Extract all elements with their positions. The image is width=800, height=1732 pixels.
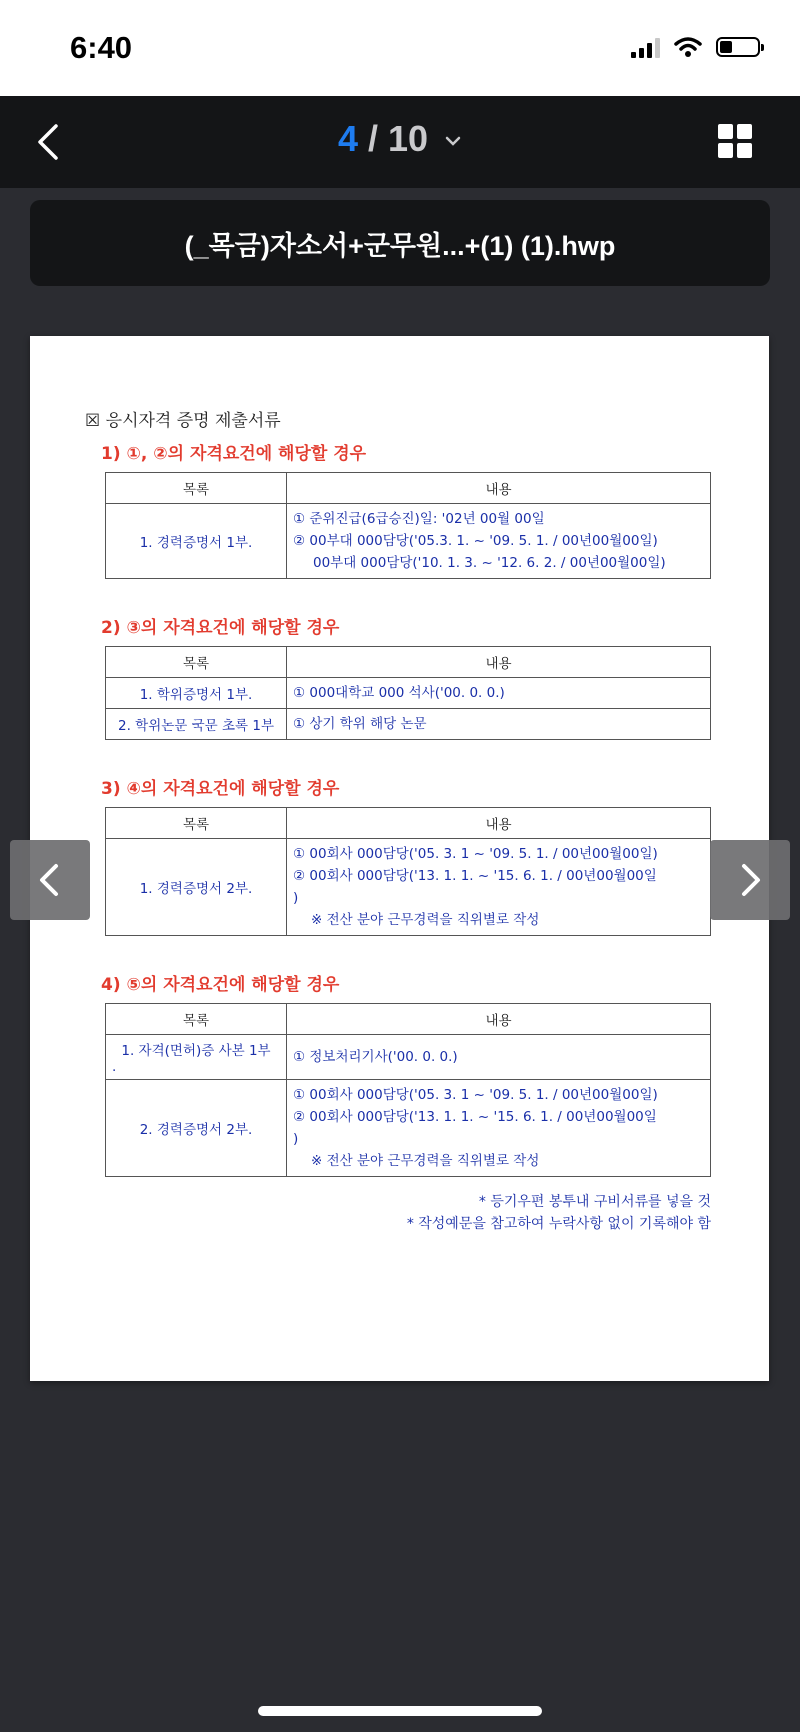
section-title: 2) ③의 자격요건에 해당할 경우 [101,618,340,638]
table-header-row [106,647,711,678]
chevron-left-icon [30,860,70,900]
chevron-down-icon [444,132,462,150]
content-line: ① 00회사 000담당('05. 3. 1 ~ '09. 5. 1. / 00년00월00일) [293,846,658,862]
content-note: ※ 전산 분야 근무경력을 직위별로 작성 [311,1153,540,1169]
row-item-label: 1. 자격(면허)증 사본 1부 [121,1043,271,1059]
row-item [106,709,287,740]
row-content [287,504,711,579]
requirements-table [105,807,711,936]
table-row [106,1035,711,1080]
content-line: ② 00회사 000담당('13. 1. 1. ~ '15. 6. 1. / 00년00월00일 [293,1109,657,1125]
section-spacer [85,579,715,613]
document-page [30,336,769,1381]
signal-icon [631,36,660,58]
content-line: 00부대 000담당('10. 1. 3. ~ '12. 6. 2. / 00년00월00일) [313,555,666,571]
requirements-table [105,472,711,579]
next-page-button[interactable] [710,840,790,920]
file-name: (_목금)자소서+군무원...+(1) (1).hwp [30,200,770,286]
content-line: ① 정보처리기사('00. 0. 0.) [293,1049,458,1065]
footnote: * 작성예문을 참고하여 누락사항 없이 기록해야 함 [406,1216,711,1232]
table-row [106,1080,711,1177]
row-item [106,1035,287,1080]
table-header-row [106,1004,711,1035]
row-item [106,504,287,579]
document-content [85,406,715,1235]
page-separator: / [357,118,388,159]
table-row [106,709,711,740]
row-content [287,1035,711,1080]
home-indicator[interactable] [258,1706,542,1716]
total-pages: 10 [387,118,429,159]
header-list: 목록 [106,473,287,504]
current-page: 4 [337,118,358,159]
header-content: 내용 [287,647,711,678]
content-line: ) [293,890,299,906]
footnote: * 등기우편 봉투내 구비서류를 넣을 것 [478,1194,711,1210]
content-line: ① 000대학교 000 석사('00. 0. 0.) [293,685,505,701]
row-item-label: 1. 경력증명서 2부. [139,881,253,897]
document-heading: ☒ 응시자격 증명 제출서류 [85,411,281,431]
table-header-row [106,473,711,504]
content-note: ※ 전산 분야 근무경력을 직위별로 작성 [311,912,540,928]
status-bar [0,0,800,96]
wifi-icon [674,36,702,58]
section-spacer [85,740,715,774]
requirements-table [105,646,711,740]
table-row [106,839,711,936]
battery-icon [716,37,760,57]
header-content: 내용 [287,473,711,504]
header-list: 목록 [106,1004,287,1035]
row-item [106,678,287,709]
content-line: ① 상기 학위 해당 논문 [293,716,427,732]
table-row [106,504,711,579]
header-content: 내용 [287,1004,711,1035]
section-spacer [85,936,715,970]
row-item-label: 1. 경력증명서 1부. [139,535,253,551]
status-time: 6:40 [70,30,133,65]
section-title: 4) ⑤의 자격요건에 해당할 경우 [101,975,340,995]
row-content [287,678,711,709]
row-item-suffix: . [112,1059,117,1075]
row-item-label: 2. 학위논문 국문 초록 1부 [117,718,274,734]
row-item-label: 2. 경력증명서 2부. [139,1122,253,1138]
page-indicator[interactable] [0,118,800,160]
section-title: 1) ①, ②의 자격요건에 해당할 경우 [101,444,367,464]
content-line: ) [293,1131,299,1147]
grid-view-button[interactable] [718,124,752,158]
row-content [287,709,711,740]
content-line: ① 준위진급(6급승진)일: '02년 00월 00일 [293,511,545,527]
content-line: ① 00회사 000담당('05. 3. 1 ~ '09. 5. 1. / 00년00월00일) [293,1087,658,1103]
previous-page-button[interactable] [10,840,90,920]
chevron-right-icon [730,860,770,900]
content-line: ② 00부대 000담당('05.3. 1. ~ '09. 5. 1. / 00년00월00일) [293,533,658,549]
footnotes [85,1191,715,1235]
row-item [106,1080,287,1177]
content-line: ② 00회사 000담당('13. 1. 1. ~ '15. 6. 1. / 00년00월00일 [293,868,657,884]
header-content: 내용 [287,808,711,839]
section-title: 3) ④의 자격요건에 해당할 경우 [101,779,340,799]
row-content [287,1080,711,1177]
row-item-label: 1. 학위증명서 1부. [139,687,253,703]
row-item [106,839,287,936]
header-list: 목록 [106,647,287,678]
header-list: 목록 [106,808,287,839]
row-content [287,839,711,936]
table-row [106,678,711,709]
status-icons [631,36,760,58]
table-header-row [106,808,711,839]
requirements-table [105,1003,711,1177]
viewer-toolbar [0,96,800,188]
